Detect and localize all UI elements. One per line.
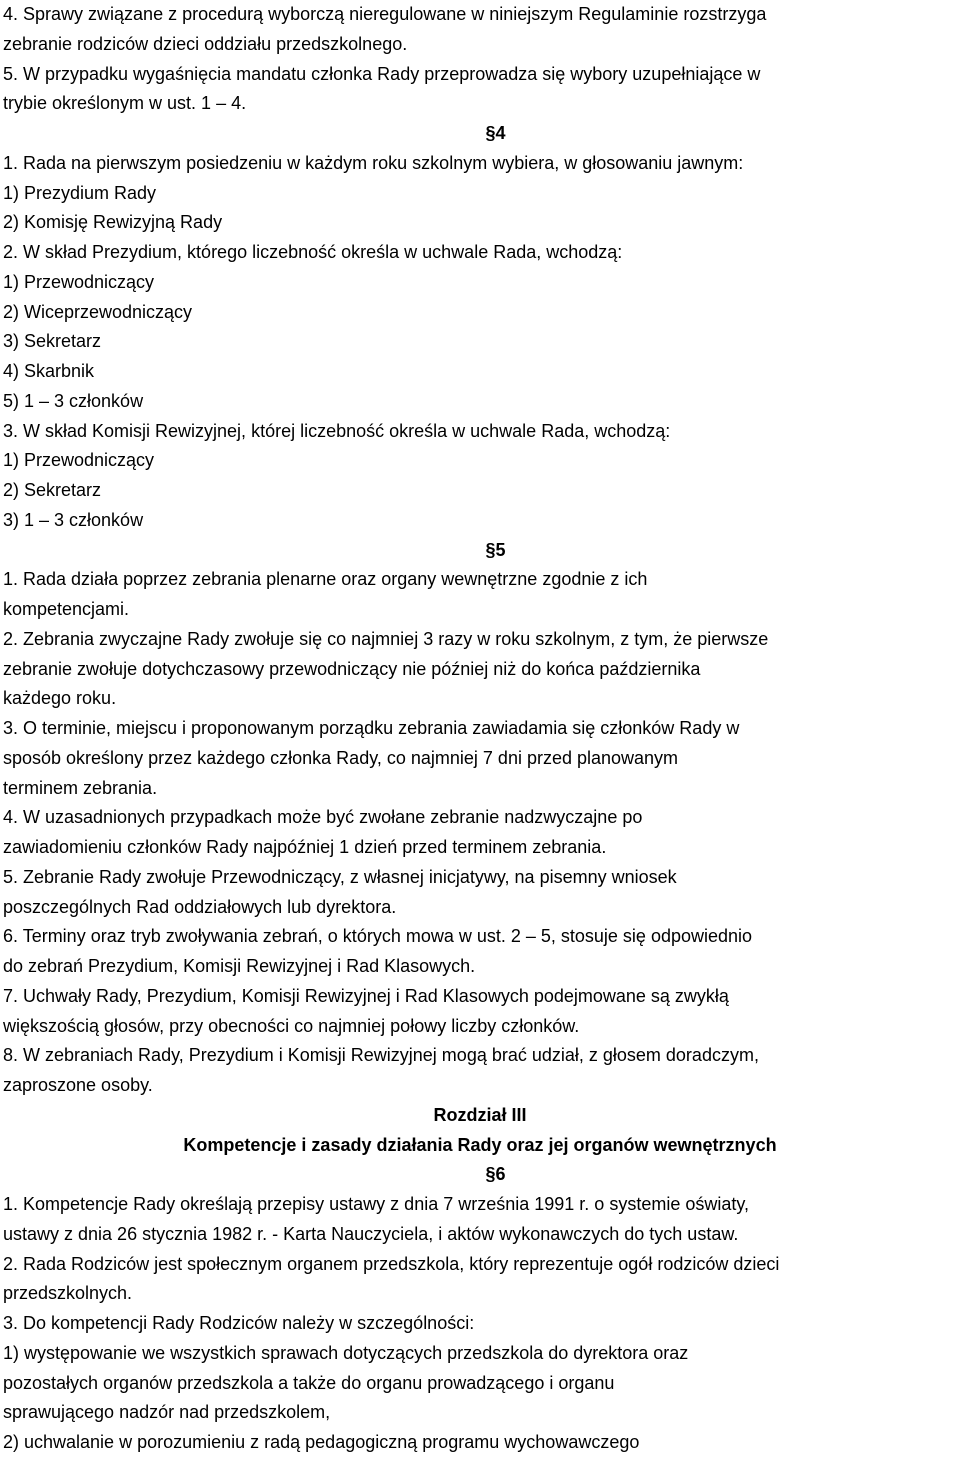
text-line: większością głosów, przy obecności co najmniej połowy liczby członków. <box>3 1015 580 1036</box>
text-line: 3) 1 – 3 członków <box>3 509 144 530</box>
text-line: 1) występowanie we wszystkich sprawach dotyczących przedszkola do dyrektora oraz <box>3 1342 689 1363</box>
paragraph-number: §5 <box>485 539 506 560</box>
text-line: 1. Rada działa poprzez zebrania plenarne oraz organy wewnętrzne zgodnie z ich <box>3 569 648 590</box>
text-line: 4) Skarbnik <box>3 361 95 381</box>
paragraph-number: §6 <box>485 1164 506 1185</box>
text-line: zawiadomieniu członków Rady najpóźniej 1 dzień przed terminem zebrania. <box>3 837 607 857</box>
text-line: 1. Rada na pierwszym posiedzeniu w każdym roku szkolnym wybiera, w głosowaniu jawnym: <box>3 152 744 173</box>
document-page <box>3 0 957 1458</box>
text-line: 3. W skład Komisji Rewizyjnej, której liczebność określa w uchwale Rada, wchodzą: <box>3 420 671 441</box>
text-line: 2) Komisję Rewizyjną Rady <box>3 212 223 233</box>
text-line: zebranie rodziców dzieci oddziału przedszkolnego. <box>3 33 408 54</box>
text-line: 4. Sprawy związane z procedurą wyborczą nieregulowane w niniejszym Regulaminie rozstrzyga <box>3 4 767 24</box>
text-line: 8. W zebraniach Rady, Prezydium i Komisji Rewizyjnej mogą brać udział, z głosem doradczym, <box>3 1045 759 1066</box>
text-line: 3) Sekretarz <box>3 331 102 352</box>
text-line: zaproszone osoby. <box>3 1075 153 1095</box>
text-line: 6. Terminy oraz tryb zwoływania zebrań, o których mowa w ust. 2 – 5, stosuje się odpowiednio <box>3 926 753 947</box>
text-line: sposób określony przez każdego członka Rady, co najmniej 7 dni przed planowanym <box>3 747 679 768</box>
paragraph-number: §4 <box>485 123 506 143</box>
text-line: poszczególnych Rad oddziałowych lub dyrektora. <box>3 896 397 917</box>
text-line: 2) Wiceprzewodniczący <box>3 301 193 322</box>
text-line: 2. Rada Rodziców jest społecznym organem przedszkola, który reprezentuje ogół rodziców dzieci <box>3 1253 780 1274</box>
text-line: 5) 1 – 3 członków <box>3 390 144 411</box>
text-line: do zebrań Prezydium, Komisji Rewizyjnej i Rad Klasowych. <box>3 956 476 976</box>
text-line: 1) Przewodniczący <box>3 450 155 471</box>
text-line: 2. Zebrania zwyczajne Rady zwołuje się co najmniej 3 razy w roku szkolnym, z tym, że pierwsze <box>3 628 769 649</box>
text-line: 4. W uzasadnionych przypadkach może być zwołane zebranie nadzwyczajne po <box>3 807 643 828</box>
text-line: 2) Sekretarz <box>3 480 102 500</box>
text-line: 1. Kompetencje Rady określają przepisy ustawy z dnia 7 września 1991 r. o systemie oświaty, <box>3 1194 750 1214</box>
text-line: 3. O terminie, miejscu i proponowanym porządku zebrania zawiadamia się członków Rady w <box>3 718 740 738</box>
text-line: 1) Prezydium Rady <box>3 182 157 203</box>
text-line: 1) Przewodniczący <box>3 271 155 292</box>
text-line: ustawy z dnia 26 stycznia 1982 r. - Karta Nauczyciela, i aktów wykonawczych do tych ustaw. <box>3 1223 739 1244</box>
text-line: trybie określonym w ust. 1 – 4. <box>3 93 247 114</box>
text-line: zebranie zwołuje dotychczasowy przewodniczący nie później niż do końca października <box>3 658 701 679</box>
text-line: 3. Do kompetencji Rady Rodziców należy w szczególności: <box>3 1313 475 1333</box>
text-line: kompetencjami. <box>3 599 130 619</box>
text-line: 2. W skład Prezydium, którego liczebność określa w uchwale Rada, wchodzą: <box>3 242 623 262</box>
text-line: przedszkolnych. <box>3 1283 133 1304</box>
text-line: pozostałych organów przedszkola a także do organu prowadzącego i organu <box>3 1372 615 1393</box>
text-line: sprawującego nadzór nad przedszkolem, <box>3 1402 331 1423</box>
text-line: 7. Uchwały Rady, Prezydium, Komisji Rewizyjnej i Rad Klasowych podejmowane są zwykłą <box>3 985 729 1006</box>
chapter-heading: Rozdział III <box>433 1104 527 1125</box>
text-line: 5. W przypadku wygaśnięcia mandatu członka Rady przeprowadza się wybory uzupełniające w <box>3 63 761 84</box>
text-line: 5. Zebranie Rady zwołuje Przewodniczący, z własnej inicjatywy, na pisemny wniosek <box>3 866 677 887</box>
text-line: terminem zebrania. <box>3 777 158 798</box>
text-line: każdego roku. <box>3 688 117 709</box>
text-line: 2) uchwalanie w porozumieniu z radą pedagogiczną programu wychowawczego <box>3 1432 640 1452</box>
chapter-heading: Kompetencje i zasady działania Rady oraz jej organów wewnętrznych <box>183 1134 777 1155</box>
